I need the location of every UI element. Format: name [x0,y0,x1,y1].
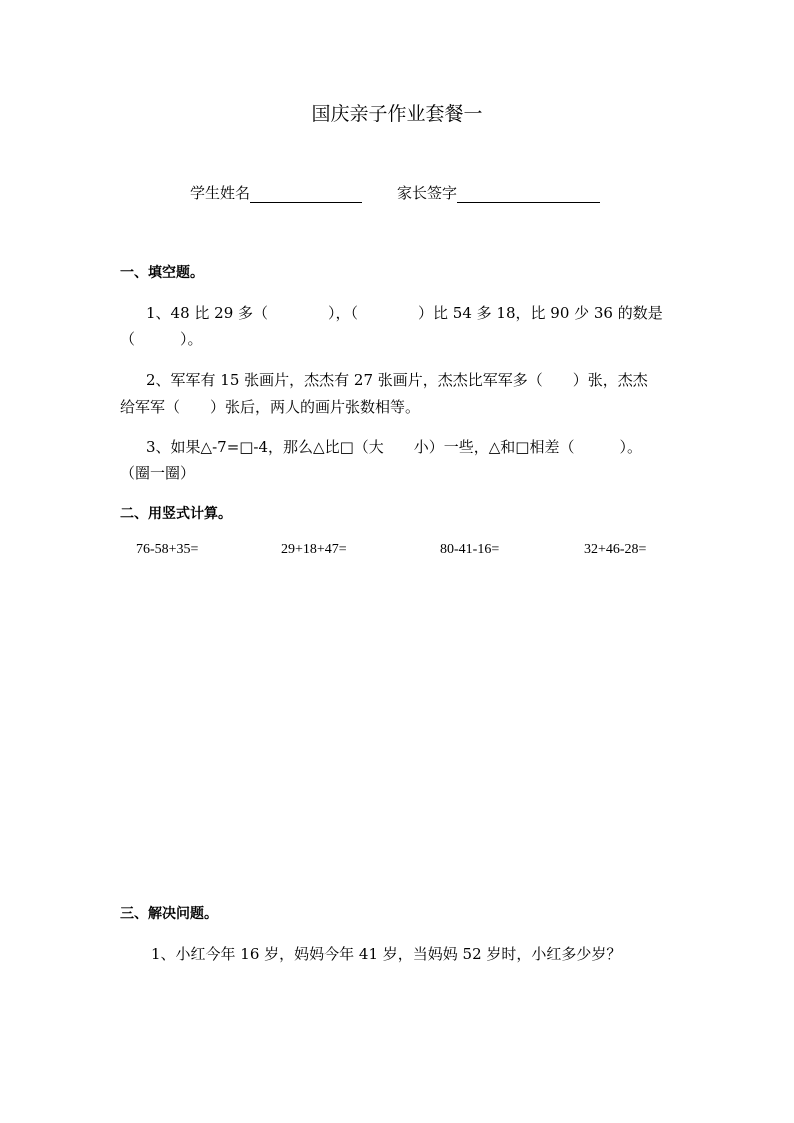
parent-signature-blank[interactable] [457,186,600,203]
calculation-problem-1: 76-58+35= [136,542,199,557]
question-2-line-2: 给军军（ ）张后，两人的画片张数相等。 [120,398,421,416]
word-problem-1: 1、小红今年 16 岁，妈妈今年 41 岁，当妈妈 52 岁时，小红多少岁？ [151,945,622,963]
question-1-line-2: （ ）。 [120,330,203,348]
calculation-problem-4: 32+46-28= [584,542,647,557]
section-vertical-calculation-heading: 二、用竖式计算。 [120,506,232,522]
question-3-line-1: 3、如果△-7=□-4，那么△比□（大 小）一些，△和□相差（ ）。 [146,438,642,456]
parent-signature-label: 家长签字 [397,184,458,202]
student-name-field [190,182,362,203]
student-name-blank[interactable] [250,186,362,203]
page-title: 国庆亲子作业套餐一 [311,103,483,125]
calculation-problem-3: 80-41-16= [440,542,500,557]
section-problem-solving-heading: 三、解决问题。 [120,906,218,922]
calculation-problem-2: 29+18+47= [281,542,347,557]
parent-signature-field [397,182,600,203]
question-1-line-1: 1、48 比 29 多（ ），（ ）比 54 多 18，比 90 少 36 的数是 [146,304,663,322]
student-name-label: 学生姓名 [190,184,251,202]
question-2-line-1: 2、军军有 15 张画片，杰杰有 27 张画片，杰杰比军军多（ ）张，杰杰 [146,371,648,389]
section-fill-blank-heading: 一、填空题。 [120,265,204,281]
question-3-line-2: （圈一圈） [120,464,196,482]
